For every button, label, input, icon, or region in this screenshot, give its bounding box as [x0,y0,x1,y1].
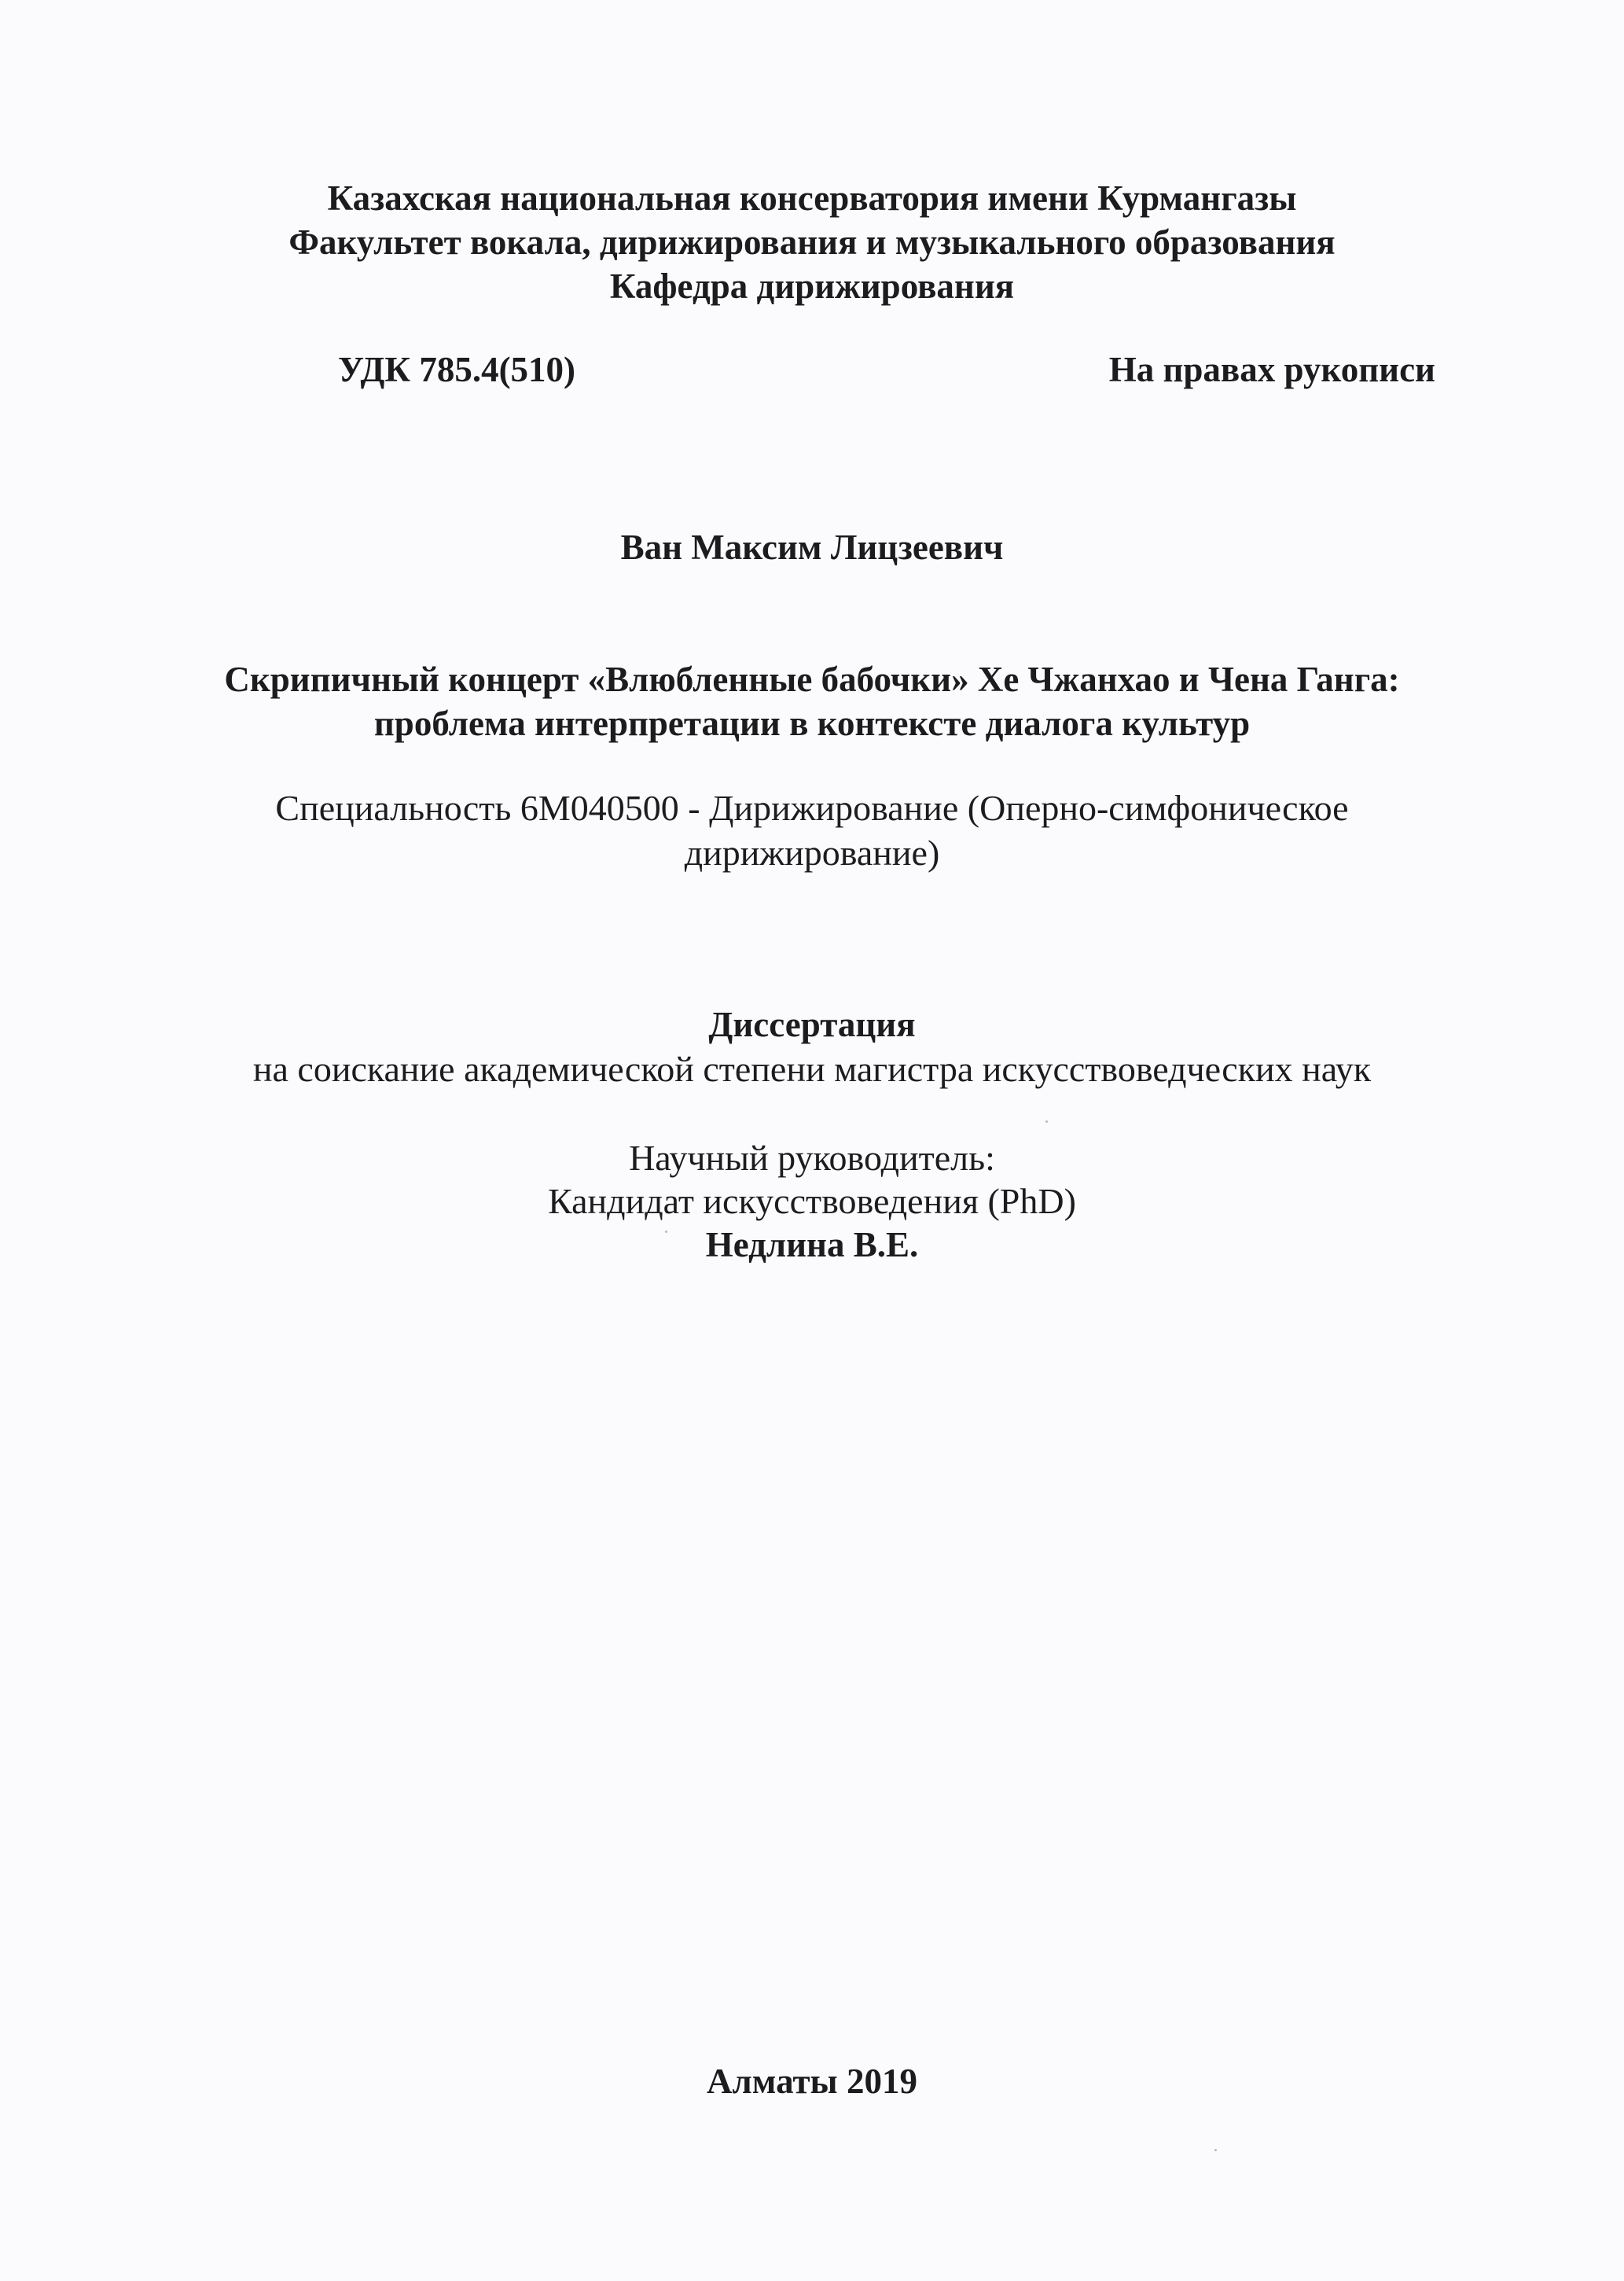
institution-name: Казахская национальная консерватория имени Курмангазы [327,178,1297,218]
dissertation-heading: Диссертация [708,1005,916,1044]
thesis-title-line-2: проблема интерпретации в контексте диалога культур [373,704,1251,743]
manuscript-rights: На правах рукописи [1108,350,1435,389]
department-name: Кафедра дирижирования [609,267,1015,306]
supervisor-label: Научный руководитель: [629,1138,995,1178]
specialty-line-1: Специальность 6М040500 - Дирижирование (Оперно-симфоническое [275,788,1349,828]
scan-speck [665,1231,667,1233]
scan-speck [1214,2149,1217,2151]
supervisor-degree: Кандидат искусствоведения (PhD) [548,1181,1076,1221]
specialty-line-2: дирижирование) [684,833,940,873]
faculty-name: Факультет вокала, дирижирования и музыкального образования [288,223,1336,262]
author-name: Ван Максим Лицзеевич [620,528,1004,567]
udk-code: УДК 785.4(510) [338,350,576,389]
thesis-title-line-1: Скрипичный концерт «Влюбленные бабочки» Хе Чжанхао и Чена Ганга: [224,660,1400,699]
city-year: Алматы 2019 [707,2062,917,2101]
scan-speck [1045,1120,1048,1123]
supervisor-name: Недлина В.Е. [705,1225,919,1264]
dissertation-purpose: на соискание академической степени магистра искусствоведческих наук [252,1049,1372,1089]
